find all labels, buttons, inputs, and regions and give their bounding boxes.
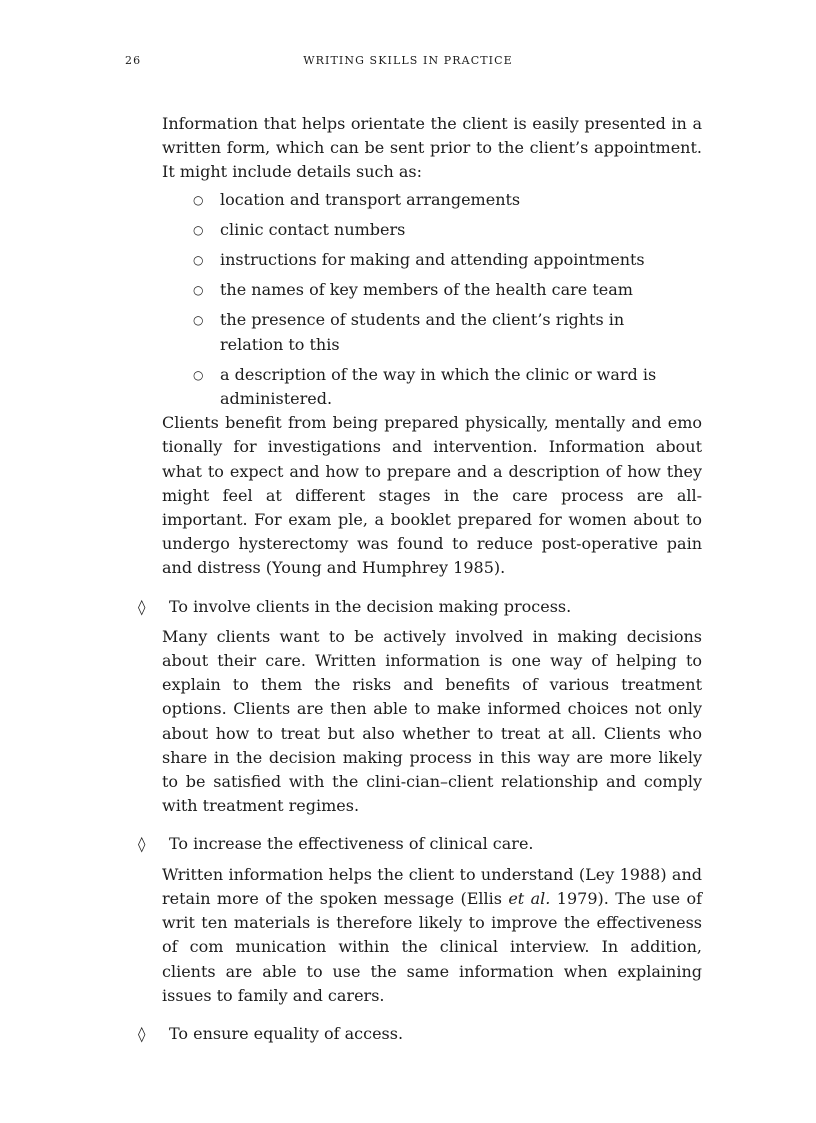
list-item: [162, 363, 702, 411]
list-item: [162, 218, 702, 242]
section-body: [162, 863, 702, 1008]
running-title: WRITING SKILLS IN PRACTICE: [303, 54, 513, 67]
section-body-text-2: 1979). The use of writ ten materials is therefore likely to improve the effectiveness of com munication within the clinical interview. In addition, clients are able to use the same information when explaining issues to family and carers.: [162, 888, 702, 1005]
page-number: 26: [125, 54, 142, 67]
list-item: [162, 248, 702, 272]
list-item-text: the presence of students and the client’s rights in relation to this: [220, 310, 625, 354]
section-heading-text: To increase the effectiveness of clinical care.: [169, 834, 534, 854]
section-body-text-1: Written information helps the client to understand (Ley 1988) and retain more of the spoken message (Ellis: [162, 864, 702, 908]
detail-bullet-list: [162, 188, 702, 412]
list-item-text: a description of the way in which the clinic or ward is administered.: [220, 364, 657, 409]
circle-bullet-icon: ○: [193, 192, 204, 207]
circle-bullet-icon: ○: [193, 313, 204, 328]
list-item-text: the names of key members of the health care team: [220, 280, 633, 300]
section-heading-text: To ensure equality of access.: [169, 1023, 404, 1043]
section-clinical-effectiveness: [138, 832, 702, 1007]
running-header: [0, 54, 816, 74]
intro-paragraph: Information that helps orientate the client is easily presented in a written form, which can be sent prior to the client’s appointment. It might include details such as:: [162, 114, 702, 182]
circle-bullet-icon: ○: [193, 367, 204, 382]
section-body: Many clients want to be actively involved in making decisions about their care. Written information is one way of helping to explain to them the risks and benefits of various treatment options. Clients are then able to make informed choices not only about how to treat but also whether to treat at all. Clients who share in the decision making process in this way are more likely to be satisfied with the clini-cian–client relationship and comply with treatment regimes.: [162, 626, 702, 816]
diamond-bullet-icon: ◊: [138, 1024, 146, 1043]
section-heading: [138, 1022, 702, 1046]
list-item-text: instructions for making and attending appointments: [220, 250, 645, 270]
diamond-bullet-icon: ◊: [138, 835, 146, 854]
list-item-text: clinic contact numbers: [220, 219, 406, 239]
circle-bullet-icon: ○: [193, 253, 204, 268]
section-equality-of-access: [138, 1022, 702, 1046]
diamond-bullet-icon: ◊: [138, 597, 146, 616]
body-text: [138, 112, 702, 1046]
followup-paragraph: Clients benefit from being prepared physically, mentally and emo tionally for investigations and intervention. Information about what to expect and how to prepare and a description of how they might feel at different stages in the care process are all-important. For exam ple, a booklet prepared for women about to undergo hysterectomy was found to reduce post-operative pain and distress (Young and Humphrey 1985).: [162, 413, 702, 578]
section-heading-text: To involve clients in the decision making process.: [169, 596, 572, 616]
section-decision-making: [138, 595, 702, 819]
section-heading: [138, 832, 702, 856]
section-heading: [138, 595, 702, 619]
list-item: [162, 308, 702, 356]
list-item: [162, 278, 702, 302]
list-item-text: location and transport arrangements: [220, 189, 521, 209]
citation-italic: et al.: [508, 888, 551, 908]
circle-bullet-icon: ○: [193, 283, 204, 298]
circle-bullet-icon: ○: [193, 222, 204, 237]
list-item: [162, 188, 702, 212]
